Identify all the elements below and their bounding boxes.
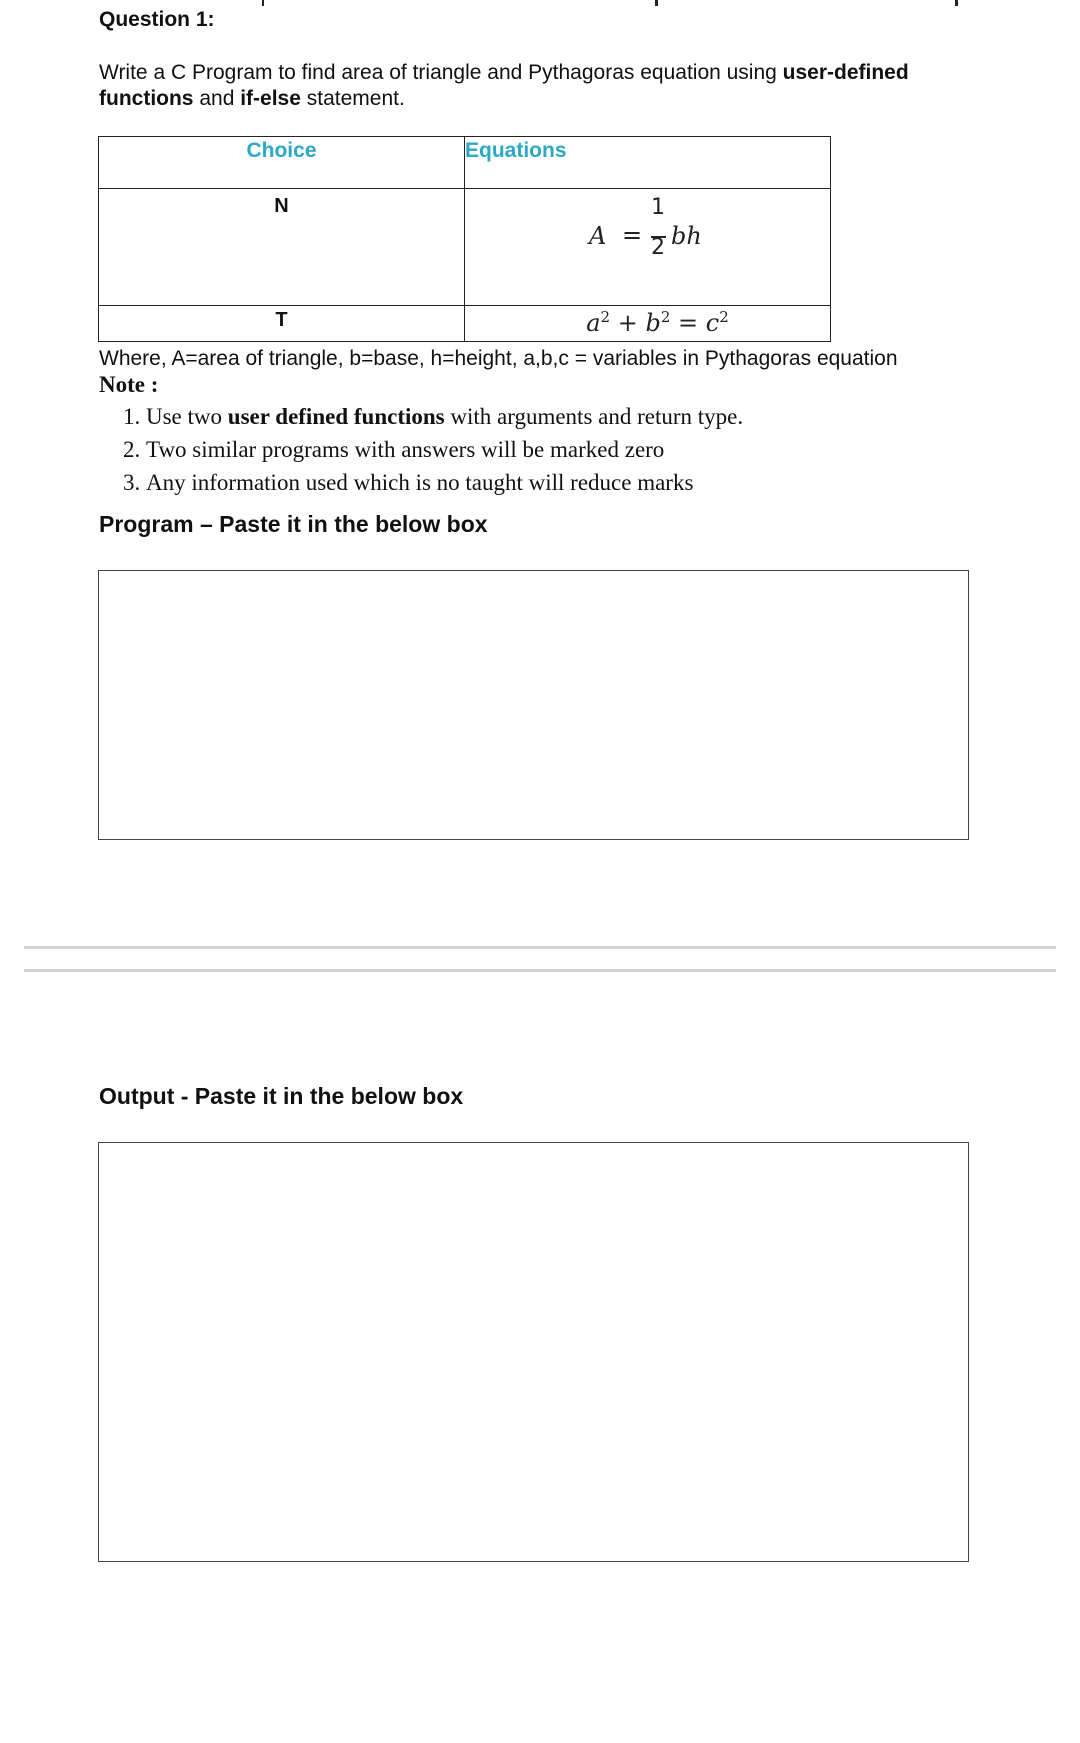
program-heading: Program – Paste it in the below box (99, 511, 488, 537)
header-equations: Equations (465, 137, 831, 189)
area-formula (465, 189, 830, 305)
intro-bold-functions: user-defined functions (99, 61, 909, 110)
choice-cell: N (99, 189, 465, 306)
list-item: 2. Two similar programs with answers will be marked zero (146, 433, 743, 466)
choice-cell: T (99, 306, 465, 342)
question-title: Question 1: (99, 8, 215, 31)
fraction-denominator: 2 (651, 235, 665, 260)
header-choice: Choice (99, 137, 465, 189)
intro-text: statement. (300, 87, 405, 110)
cropped-mark (655, 0, 658, 6)
divider (24, 969, 1056, 972)
formula-lhs: A (589, 222, 607, 250)
question-intro (99, 60, 979, 112)
pythagoras-formula: $a^2 + b^2 = c^2$ (586, 308, 729, 337)
note-title: Note : (99, 372, 159, 397)
list-item: 3. Any information used which is no taught will reduce marks (146, 466, 743, 499)
list-item: 1. Use two user defined functions with arguments and return type. (146, 400, 743, 433)
divider (24, 946, 1056, 949)
equations-table (98, 136, 831, 342)
equation-cell-area (465, 189, 831, 306)
table-row (99, 189, 831, 306)
cropped-mark (262, 0, 264, 6)
intro-text: and (193, 87, 241, 110)
cropped-mark (955, 0, 958, 6)
intro-bold-ifelse: if-else (240, 87, 301, 110)
intro-text: Write a C Program to find area of triangle and Pythagoras equation using (99, 61, 783, 84)
formula-rhs: bh (671, 222, 702, 250)
where-definitions: Where, A=area of triangle, b=base, h=height, a,b,c = variables in Pythagoras equation (99, 347, 898, 370)
output-heading: Output - Paste it in the below box (99, 1083, 464, 1109)
table-header-row (99, 137, 831, 189)
program-paste-box[interactable] (98, 570, 969, 840)
equation-cell-pythagoras (465, 306, 831, 342)
table-row (99, 306, 831, 342)
fraction-numerator: 1 (651, 195, 665, 220)
notes-list (99, 400, 743, 499)
output-paste-box[interactable] (98, 1142, 969, 1562)
formula-equals: = (622, 221, 643, 249)
